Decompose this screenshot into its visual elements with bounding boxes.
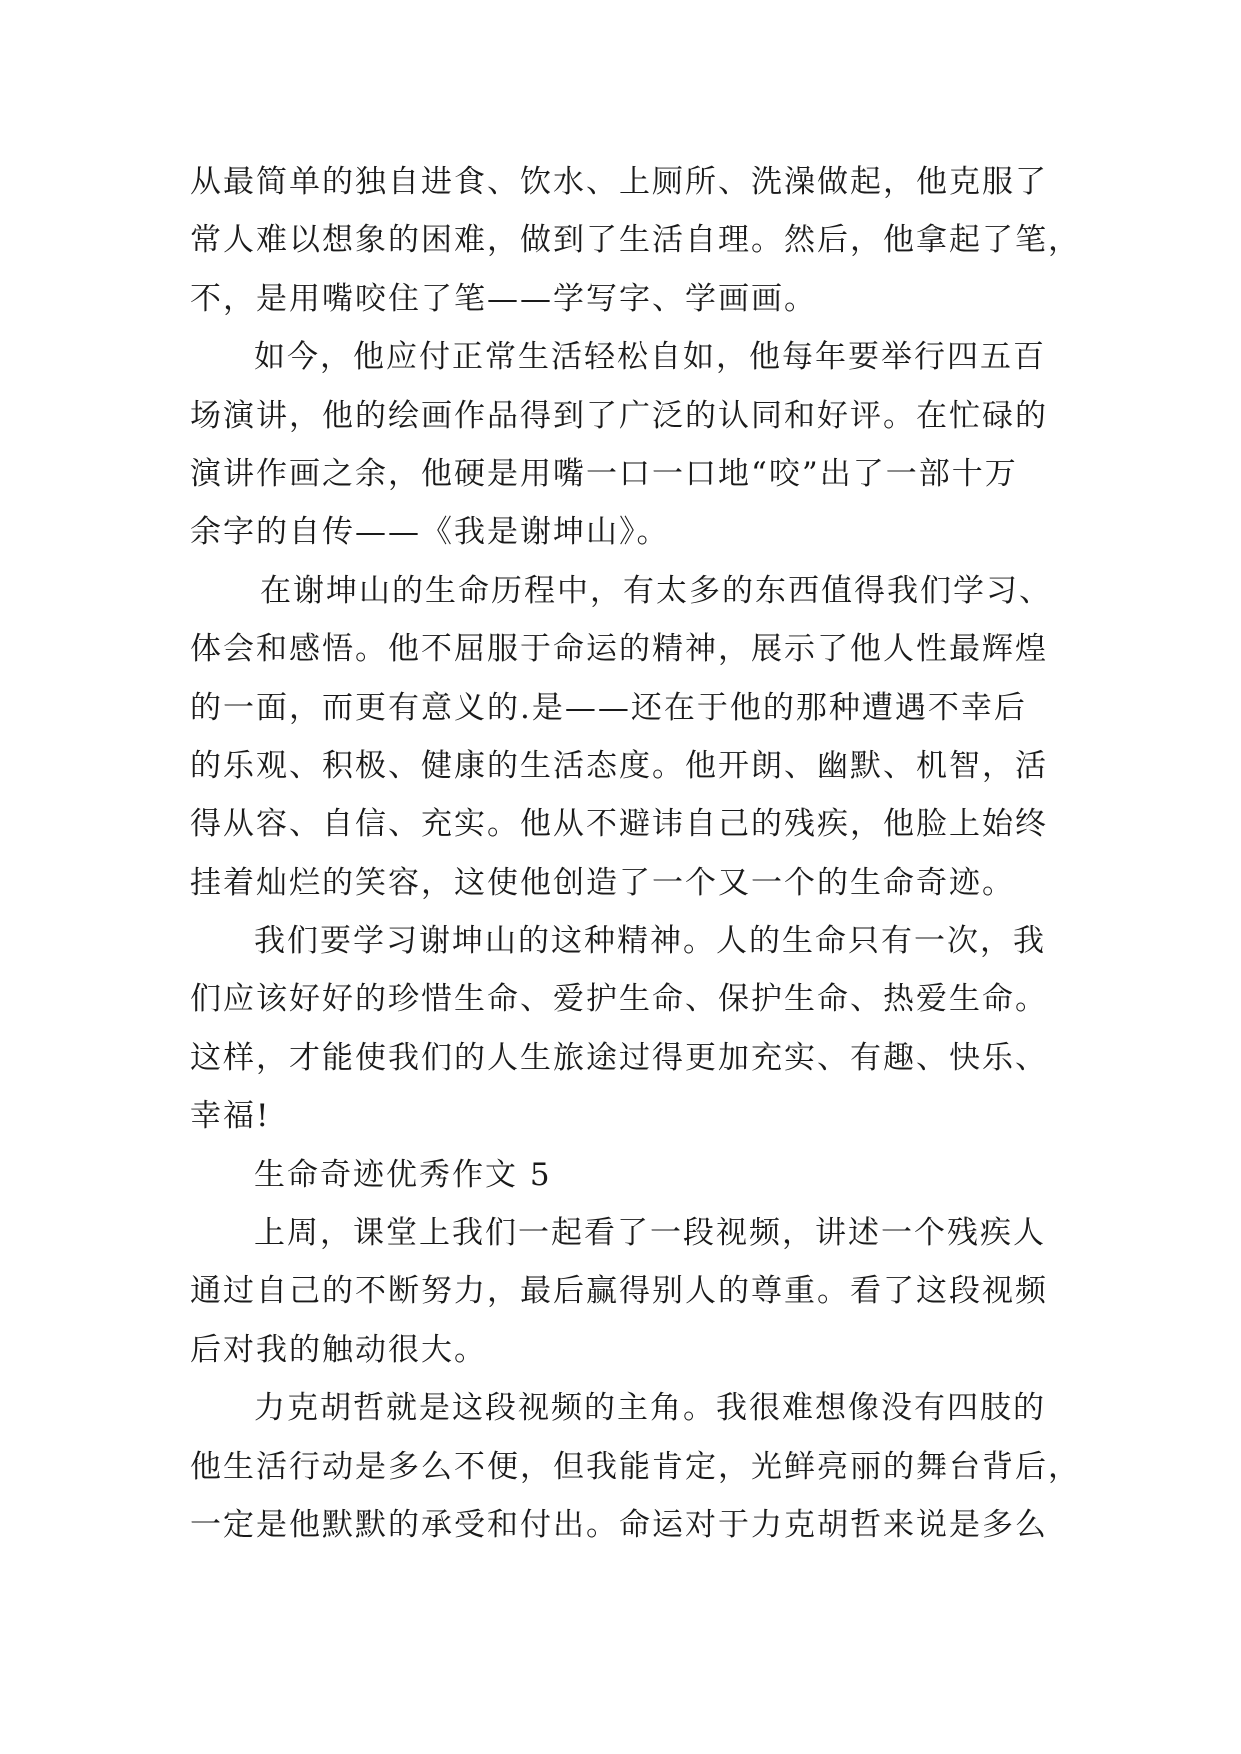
text-line: 这样，才能使我们的人生旅途过得更加充实、有趣、快乐、 [190, 1039, 1048, 1076]
paragraph-start-line: 我们要学习谢坤山的这种精神。人的生命只有一次，我 [254, 923, 1046, 960]
text-line: 通过自己的不断努力，最后赢得别人的尊重。看了这段视频 [190, 1273, 1048, 1310]
text-line: 后对我的触动很大。 [190, 1331, 487, 1368]
text-line: 的一面，而更有意义的.是——还在于他的那种遭遇不幸后 [190, 689, 1027, 726]
paragraph-start-line: 力克胡哲就是这段视频的主角。我很难想像没有四肢的 [254, 1390, 1046, 1427]
paragraph-start-line: 在谢坤山的生命历程中，有太多的东西值得我们学习、 [260, 572, 1052, 609]
text-line: 体会和感悟。他不屈服于命运的精神，展示了他人性最辉煌 [190, 631, 1048, 668]
text-line: 演讲作画之余，他硬是用嘴一口一口地“咬”出了一部十万 [190, 455, 1018, 492]
text-line: 余字的自传——《我是谢坤山》。 [190, 514, 670, 551]
paragraph-start-line: 如今，他应付正常生活轻松自如，他每年要举行四五百 [254, 339, 1046, 376]
text-line: 不，是用嘴咬住了笔——学写字、学画画。 [190, 280, 817, 317]
essay-body [190, 153, 1081, 1554]
text-line: 的乐观、积极、健康的生活态度。他开朗、幽默、机智，活 [190, 747, 1048, 784]
text-line: 们应该好好的珍惜生命、爱护生命、保护生命、热爱生命。 [190, 981, 1048, 1018]
text-line: 挂着灿烂的笑容，这使他创造了一个又一个的生命奇迹。 [190, 864, 1015, 901]
section-heading: 生命奇迹优秀作文 5 [254, 1156, 552, 1193]
text-line: 他生活行动是多么不便，但我能肯定，光鲜亮丽的舞台背后， [190, 1448, 1081, 1485]
text-line: 常人难以想象的困难，做到了生活自理。然后，他拿起了笔， [190, 222, 1081, 259]
text-line: 一定是他默默的承受和付出。命运对于力克胡哲来说是多么 [190, 1506, 1048, 1543]
text-line: 得从容、自信、充实。他从不避讳自己的残疾，他脸上始终 [190, 806, 1048, 843]
text-line: 场演讲，他的绘画作品得到了广泛的认同和好评。在忙碌的 [190, 397, 1048, 434]
text-line: 幸福! [190, 1098, 271, 1135]
text-line: 从最简单的独自进食、饮水、上厕所、洗澡做起，他克服了 [190, 164, 1048, 200]
paragraph-start-line: 上周，课堂上我们一起看了一段视频，讲述一个残疾人 [254, 1215, 1046, 1252]
